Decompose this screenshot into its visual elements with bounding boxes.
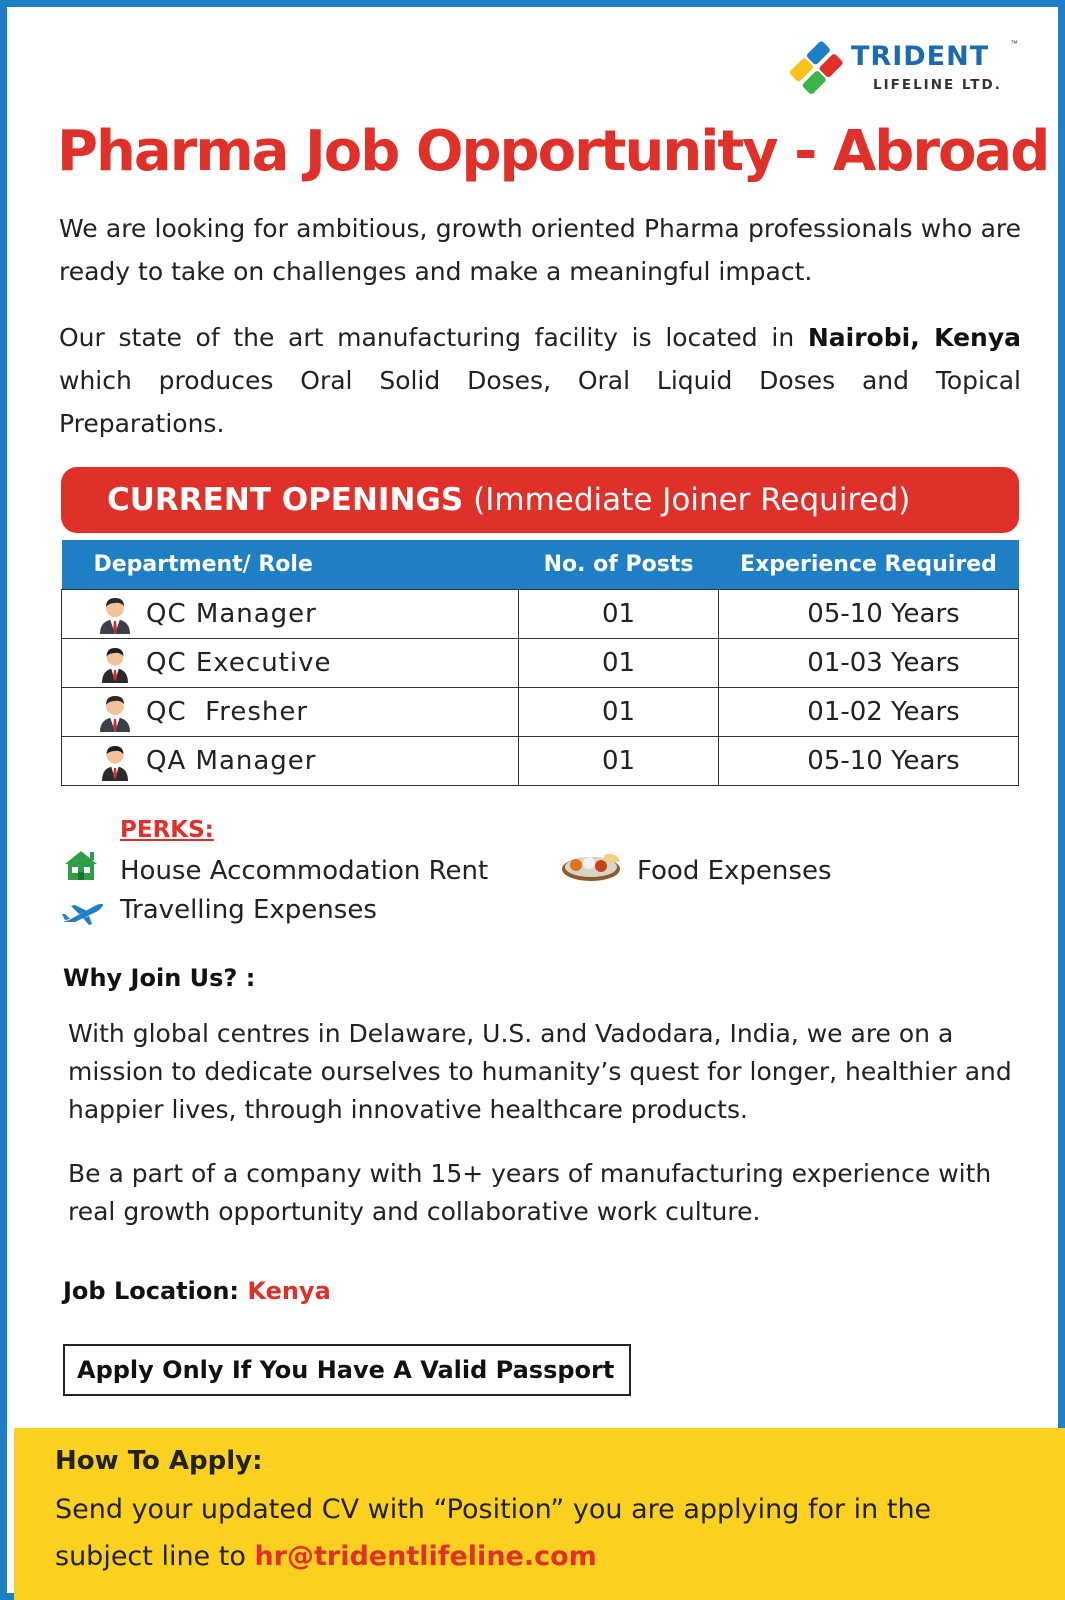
- manager-person-icon: [94, 741, 136, 781]
- role-cell: [62, 688, 519, 737]
- how-to-apply-text: [55, 1486, 1035, 1580]
- job-location-value: Kenya: [247, 1277, 331, 1305]
- experience-cell: 01-02 Years: [719, 688, 1019, 737]
- perk-house: House Accommodation Rent: [120, 856, 489, 886]
- company-logo: [787, 37, 1027, 97]
- fresher-person-icon: [94, 692, 136, 732]
- logo-trademark: ™: [1010, 39, 1018, 48]
- column-header-role: Department/ Role: [62, 540, 519, 590]
- posts-cell: 01: [519, 737, 719, 786]
- intro-text-end: which produces Oral Solid Doses, Oral Liquid Doses and Topical Preparations.: [59, 366, 1021, 438]
- table-header-row: [62, 540, 1019, 590]
- apply-instructions: Send your updated CV with “Position” you are applying for in the subject line to: [55, 1494, 932, 1572]
- column-header-experience: Experience Required: [719, 540, 1019, 590]
- airplane-icon: [61, 900, 105, 926]
- posts-cell: 01: [519, 688, 719, 737]
- role-name: QA Manager: [146, 746, 317, 776]
- logo-subtitle: LIFELINE LTD.: [873, 77, 1002, 93]
- column-header-posts: No. of Posts: [519, 540, 719, 590]
- food-plate-icon: [560, 849, 622, 885]
- role-name: QC Fresher: [146, 697, 309, 727]
- facility-location: Nairobi, Kenya: [807, 323, 1021, 352]
- experience-cell: 05-10 Years: [719, 737, 1019, 786]
- manager-person-icon: [94, 594, 136, 634]
- perk-travel: Travelling Expenses: [120, 895, 377, 925]
- job-location-label: Job Location:: [63, 1277, 240, 1305]
- perks-heading: PERKS:: [120, 817, 214, 843]
- intro-text-start: Our state of the art manufacturing facility is located in: [59, 323, 808, 352]
- openings-table: [61, 540, 1019, 786]
- executive-person-icon: [94, 643, 136, 683]
- table-row: [62, 590, 1019, 639]
- table-row: [62, 688, 1019, 737]
- role-name: QC Manager: [146, 599, 317, 629]
- why-join-heading: Why Join Us? :: [63, 964, 256, 992]
- experience-cell: 01-03 Years: [719, 639, 1019, 688]
- how-to-apply-box: [14, 1428, 1065, 1600]
- intro-paragraph-2: [59, 316, 1021, 445]
- job-location: [63, 1277, 331, 1305]
- passport-requirement: Apply Only If You Have A Valid Passport: [63, 1344, 631, 1396]
- page-title: Pharma Job Opportunity - Abroad: [57, 119, 1049, 184]
- logo-name: TRIDENT: [851, 41, 990, 72]
- experience-cell: 05-10 Years: [719, 590, 1019, 639]
- posts-cell: 01: [519, 639, 719, 688]
- openings-banner: [61, 467, 1019, 533]
- role-name: QC Executive: [146, 648, 332, 678]
- trident-logo-icon: [787, 37, 847, 97]
- how-to-apply-heading: How To Apply:: [55, 1446, 263, 1476]
- openings-heading: CURRENT OPENINGS: [107, 482, 464, 518]
- openings-note: (Immediate Joiner Required): [473, 482, 911, 518]
- perk-food: Food Expenses: [637, 856, 832, 886]
- apply-email-link[interactable]: hr@tridentlifeline.com: [254, 1541, 597, 1572]
- role-cell: [62, 639, 519, 688]
- role-cell: [62, 590, 519, 639]
- table-row: [62, 639, 1019, 688]
- why-join-paragraph-1: With global centres in Delaware, U.S. and Vadodara, India, we are on a mission to dedicate ourselves to humanity’s quest for longer, healthier and happier lives, through innovative healthcare products.: [68, 1019, 1012, 1124]
- intro-paragraph-1: We are looking for ambitious, growth oriented Pharma professionals who are ready to take on challenges and make a meaningful impact.: [59, 214, 1021, 286]
- role-cell: [62, 737, 519, 786]
- house-icon: [63, 849, 99, 881]
- posts-cell: 01: [519, 590, 719, 639]
- table-row: [62, 737, 1019, 786]
- why-join-paragraph-2: Be a part of a company with 15+ years of manufacturing experience with real growth opportunity and collaborative work culture.: [68, 1159, 992, 1226]
